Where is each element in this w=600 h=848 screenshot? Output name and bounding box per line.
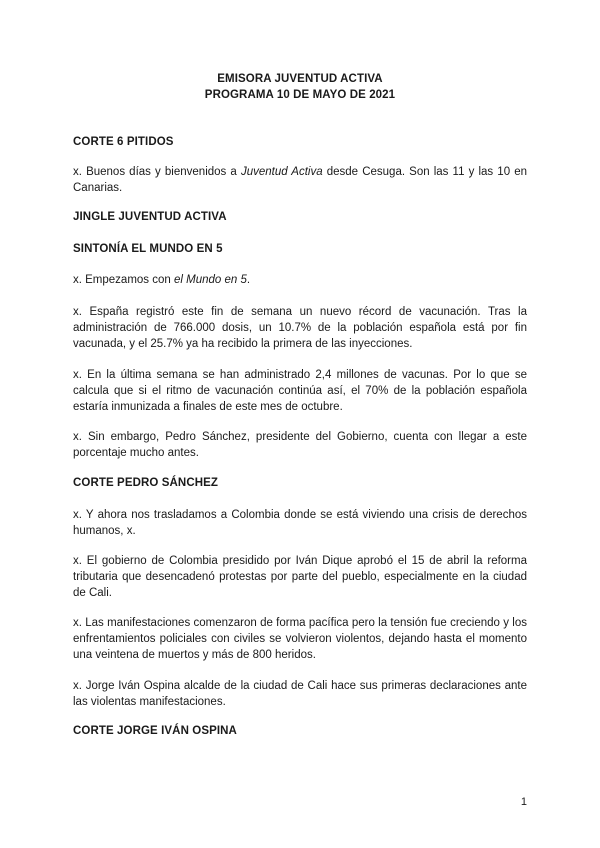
heading-sintonia: SINTONÍA EL MUNDO EN 5 (73, 243, 223, 255)
paragraph-vaccination-record: x. España registró este fin de semana un nuevo récord de vacunación. Tras la administración de 766.000 dosis, un 10.7% de la población española está por fin vacunada, y el 25.7% ya ha recibido la primera de las inyecciones. (73, 306, 527, 350)
paragraph-colombia-crisis: x. Y ahora nos trasladamos a Colombia donde se está viviendo una crisis de derechos humanos, x. (73, 509, 527, 537)
paragraph-welcome-text: x. Buenos días y bienvenidos a (73, 166, 241, 178)
heading-corte-pedro-sanchez: CORTE PEDRO SÁNCHEZ (73, 477, 219, 489)
heading-jingle: JINGLE JUVENTUD ACTIVA (73, 211, 227, 223)
paragraph-welcome-text-end: desde Cesuga. Son las 11 y las 10 en Canarias. (73, 166, 527, 194)
heading-corte-jorge-ivan-ospina: CORTE JORGE IVÁN OSPINA (73, 725, 237, 737)
document-title-line2: PROGRAMA 10 DE MAYO DE 2021 (204, 89, 396, 101)
paragraph-welcome (73, 164, 527, 196)
paragraph-intro-text: x. Empezamos con (73, 274, 174, 286)
heading-corte-6-pitidos: CORTE 6 PITIDOS (73, 136, 174, 148)
document-title-line1: EMISORA JUVENTUD ACTIVA (217, 73, 383, 85)
paragraph-manifestaciones: x. Las manifestaciones comenzaron de forma pacífica pero la tensión fue creciendo y los enfrentamientos policiales con civiles se volvieron violentos, dejando hasta el momento una veintena de muertos y más de 800 heridos. (73, 617, 527, 661)
paragraph-reforma-tributaria: x. El gobierno de Colombia presidido por Iván Dique aprobó el 15 de abril la reforma tributaria que desencadenó protestas por parte del pueblo, especialmente en la ciudad de Cali. (73, 555, 527, 599)
paragraph-pedro-sanchez: x. Sin embargo, Pedro Sánchez, presidente del Gobierno, cuenta con llegar a este porcentaje mucho antes. (73, 431, 527, 459)
program-name-emphasis: Juventud Activa (240, 166, 323, 178)
section-name-emphasis: el Mundo en 5 (173, 274, 247, 286)
paragraph-intro-mundo (73, 272, 527, 288)
paragraph-intro-text-end: . (246, 274, 251, 286)
paragraph-vaccination-week: x. En la última semana se han administrado 2,4 millones de vacunas. Por lo que se calcula que si el ritmo de vacunación continúa así, el 70% de la población española estaría inmunizada a finales de este mes de octubre. (73, 369, 527, 413)
paragraph-jorge-ivan-ospina: x. Jorge Iván Ospina alcalde de la ciudad de Cali hace sus primeras declaraciones ante las violentas manifestaciones. (73, 680, 527, 708)
page-number: 1 (520, 796, 527, 808)
